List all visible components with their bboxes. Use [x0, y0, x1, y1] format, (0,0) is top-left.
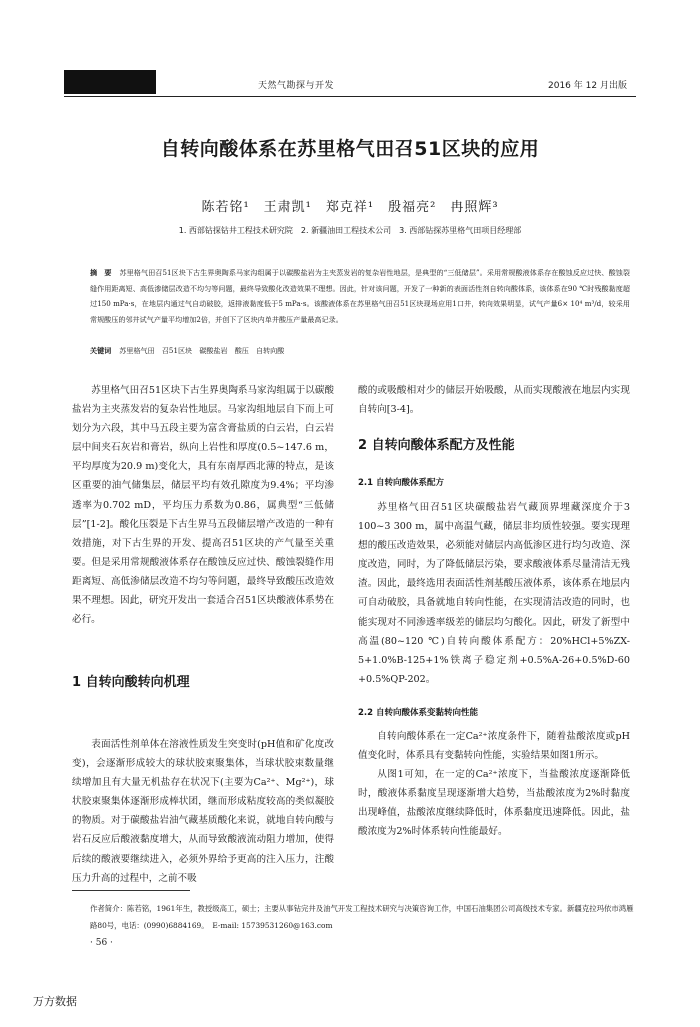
right-column-continuation [358, 381, 630, 419]
continuation-paragraph: 酸的或吸酸相对少的储层开始吸酸，从而实现酸液在地层内实现自转向[3-4]。 [358, 385, 630, 416]
performance-section [358, 727, 630, 842]
keywords-text: 苏里格气田 召51区块 碳酸盐岩 酸压 自转向酸 [119, 346, 285, 355]
section-1-heading: 1 自转向酸转向机理 [72, 675, 190, 690]
abstract-text: 苏里格气田召51区块下古生界奥陶系马家沟组属于以碳酸盐岩为主夹蒸发岩的复杂岩性地层，是典型的“三低储层”。采用常规酸液体系存在酸蚀反应过快、酸蚀裂缝作用距离短、高低渗储层改造不均匀等问题，最终导致酸化改造效果不理想。因此，针对该问题，开发了一种新的表面活性剂自转向酸体系，该体系在90 ℃时残酸黏度超过150 mPa·s，在地层内通过气自动破胶，返排液黏度低于5 mPa·s。该酸液体系在苏里格气田召51区块现场应用1口井，转向效果明显，试气产量6× 10⁴ m³/d，较采用常规酸压的邻井试气产量平均增加2倍，并创下了区块内单井酸压产量最高记录。 [90, 268, 630, 324]
keywords [90, 343, 630, 358]
watermark: 万方数据 [33, 995, 77, 1008]
formula-section [358, 498, 630, 689]
section-2-heading: 2 自转向酸体系配方及性能 [358, 438, 515, 453]
header-black-block [64, 70, 156, 94]
section-2-1-heading: 2.1 自转向酸体系配方 [358, 478, 445, 488]
mechanism-paragraph: 表面活性剂单体在溶液性质发生突变时(pH值和矿化度改变)，会逐渐形成较大的球状胶束聚集体，当球状胶束数量继续增加且有大量无机盐存在状况下(主要为Ca²⁺、Mg²⁺)，球状胶束聚集体逐渐形成棒状团，继而形成粘度较高的类似凝胶的物质。对于碳酸盐岩油气藏基质酸化来说，就地自转向酸与岩石反应后酸液黏度增大，从而导致酸液流动阻力增加，使得后续的酸液要继续进入，必须外界给予更高的注入压力，注酸压力升高的过程中，之前不吸 [72, 739, 334, 884]
abstract [90, 265, 630, 327]
intro-paragraph: 苏里格气田召51区块下古生界奥陶系马家沟组属于以碳酸盐岩为主夹蒸发岩的复杂岩性地层。马家沟组地层自下而上可划分为六段，其中马五段主要为富含膏盐质的白云岩，白云岩层中间夹石灰岩和膏岩，纵向上岩性和厚度(0.5~147.6 m，平均厚度为20.9 m)变化大，具有东南厚西北薄的特点，是该区重要的油气储集层，储层平均有效孔隙度为9.4%；平均渗透率为0.702 mD，平均压力系数为0.86，属典型“三低储层”[1-2]。酸化压裂是下古生界马五段储层增产改造的一种有效措施，对下古生界的开发、提高召51区块的产气量至关重要。但是采用常规酸液体系存在酸蚀反应过快、酸蚀裂缝作用距离短、高低渗储层改造不均匀等问题，最终导致酸压改造效果不理想。因此，研究开发出一套适合召51区块酸液体系势在必行。 [72, 385, 334, 626]
performance-paragraph-1: 自转向酸体系在一定Ca²⁺浓度条件下，随着盐酸浓度或pH值变化时，体系具有变黏转向性能，实验结果如图1所示。 [358, 731, 630, 762]
author-footnote: 作者简介：陈若铭，1961年生，教授级高工，硕士；主要从事钻完井及油气开发工程技术研究与决策咨询工作，中国石油集团公司高级技术专家。新疆克拉玛依市鸿雁路80号，电话：(0990)6884169。 E-mail: 15739531260@163.com [90, 904, 634, 930]
authors: 陈若铭¹ 王肃凯¹ 郑克祥¹ 殷福亮² 冉照辉³ [201, 200, 499, 215]
issue-date: 2016 年 12 月出版 [548, 81, 627, 91]
page-number: · 56 · [90, 938, 113, 948]
journal-name: 天然气勘探与开发 [258, 81, 335, 91]
abstract-label: 摘 要 [90, 268, 112, 277]
left-column-intro [72, 381, 334, 629]
affiliations: 1. 西部钻探钻井工程技术研究院 2. 新疆油田工程技术公司 3. 西部钻探苏里格气田项目经理部 [178, 226, 522, 235]
performance-paragraph-2: 从图1可知，在一定的Ca²⁺浓度下，当盐酸浓度逐渐降低时，酸液体系黏度呈现逐渐增大趋势，当盐酸浓度为2%时黏度出现峰值，盐酸浓度继续降低时，体系黏度迅速降低。因此，盐酸浓度为2%时体系转向性能最好。 [358, 769, 630, 838]
footnote-divider [72, 890, 190, 891]
formula-paragraph: 苏里格气田召51区块碳酸盐岩气藏顶界埋藏深度介于3 100~3 300 m，属中高温气藏，储层非均质性较强。要实现理想的酸压改造效果，必须能对储层内高低渗区进行均匀改造、深度改造，同时，为了降低储层污染，要求酸液体系尽量清洁无残渣。因此，最终选用表面活性剂基酸压液体系，该体系在地层内可自动破胶，具备就地自转向性能，在实现清洁改造的同时，也能实现对不同渗透率级差的储层均匀酸化。因此，研发了新型中高温(80~120 ℃)自转向酸体系配方：20%HCl+5%ZX-5+1.0%B-125+1%铁离子稳定剂+0.5%A-26+0.5%D-60 +0.5%QP-202。 [358, 502, 630, 685]
section-2-2-heading: 2.2 自转向酸体系变黏转向性能 [358, 708, 479, 718]
keywords-label: 关键词 [90, 346, 112, 355]
page-title: 自转向酸体系在苏里格气田召51区块的应用 [160, 138, 540, 160]
left-column-mechanism [72, 735, 334, 888]
header-divider [64, 96, 636, 97]
